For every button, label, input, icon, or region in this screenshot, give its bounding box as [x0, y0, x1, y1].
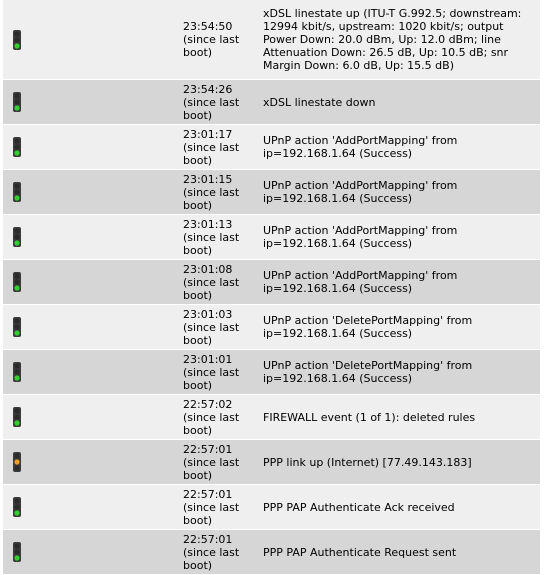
table-row [3, 305, 540, 350]
traffic-light-amber-icon [10, 451, 24, 473]
since-label: (since last boot) [183, 140, 240, 167]
time-cell [183, 443, 263, 482]
status-cell [3, 451, 183, 473]
since-label: (since last boot) [183, 95, 240, 122]
message-cell: PPP PAP Authenticate Ack received [263, 500, 455, 514]
since-label: (since last boot) [183, 365, 240, 392]
message-cell: UPnP action 'AddPortMapping' from ip=192.168.1.64 (Success) [263, 224, 458, 250]
traffic-light-green-icon [10, 91, 24, 113]
traffic-light-green-icon [10, 541, 24, 563]
timestamp: 23:01:13 [183, 217, 233, 231]
since-label: (since last boot) [183, 185, 240, 212]
timestamp: 23:01:17 [183, 127, 233, 141]
since-label: (since last boot) [183, 230, 240, 257]
message-cell: UPnP action 'DeletePortMapping' from ip=192.168.1.64 (Success) [263, 314, 473, 340]
timestamp: 22:57:01 [183, 532, 233, 546]
time-cell [183, 308, 263, 347]
event-log-table [3, 0, 540, 575]
since-label: (since last boot) [183, 410, 240, 437]
timestamp: 23:01:08 [183, 262, 233, 276]
timestamp: 22:57:01 [183, 487, 233, 501]
table-row [3, 215, 540, 260]
traffic-light-green-icon [10, 136, 24, 158]
timestamp: 23:01:03 [183, 307, 233, 321]
time-cell [183, 263, 263, 302]
time-cell [183, 20, 263, 59]
table-row [3, 0, 540, 80]
status-cell [3, 29, 183, 51]
status-cell [3, 181, 183, 203]
since-label: (since last boot) [183, 275, 240, 302]
timestamp: 23:01:15 [183, 172, 233, 186]
timestamp: 23:01:01 [183, 352, 233, 366]
time-cell [183, 488, 263, 527]
table-row [3, 530, 540, 575]
time-cell [183, 128, 263, 167]
traffic-light-green-icon [10, 226, 24, 248]
since-label: (since last boot) [183, 455, 240, 482]
time-cell [183, 398, 263, 437]
message-cell: PPP PAP Authenticate Request sent [263, 545, 457, 559]
time-cell [183, 83, 263, 122]
message-cell: xDSL linestate down [263, 95, 376, 109]
time-cell [183, 218, 263, 257]
traffic-light-green-icon [10, 181, 24, 203]
message-cell: PPP link up (Internet) [77.49.143.183] [263, 455, 472, 469]
table-row [3, 125, 540, 170]
table-row [3, 395, 540, 440]
status-cell [3, 136, 183, 158]
time-cell [183, 173, 263, 212]
traffic-light-green-icon [10, 406, 24, 428]
since-label: (since last boot) [183, 500, 240, 527]
status-cell [3, 361, 183, 383]
timestamp: 22:57:02 [183, 397, 233, 411]
status-cell [3, 541, 183, 563]
timestamp: 22:57:01 [183, 442, 233, 456]
time-cell [183, 353, 263, 392]
since-label: (since last boot) [183, 33, 240, 59]
message-cell: UPnP action 'AddPortMapping' from ip=192.168.1.64 (Success) [263, 179, 458, 205]
traffic-light-green-icon [10, 316, 24, 338]
table-row [3, 260, 540, 305]
message-cell: FIREWALL event (1 of 1): deleted rules [263, 410, 476, 424]
traffic-light-green-icon [10, 361, 24, 383]
status-cell [3, 271, 183, 293]
traffic-light-green-icon [10, 271, 24, 293]
timestamp: 23:54:50 [183, 20, 233, 33]
table-row [3, 80, 540, 125]
message-cell: UPnP action 'AddPortMapping' from ip=192.168.1.64 (Success) [263, 134, 458, 160]
message-cell: xDSL linestate up (ITU-T G.992.5; downstream: 12994 kbit/s, upstream: 1020 kbit/s; output Power Down: 20.0 dBm, Up: 12.0 dBm; line Attenuation Down: 26.5 dB, Up: 10.5 dB; snr Margin Down: 6.0 dB, Up: 15.5 dB) [263, 7, 522, 72]
traffic-light-green-icon [10, 496, 24, 518]
status-cell [3, 226, 183, 248]
status-cell [3, 496, 183, 518]
status-cell [3, 406, 183, 428]
message-cell: UPnP action 'AddPortMapping' from ip=192.168.1.64 (Success) [263, 269, 458, 295]
table-row [3, 350, 540, 395]
since-label: (since last boot) [183, 545, 240, 572]
timestamp: 23:54:26 [183, 82, 233, 96]
table-row [3, 440, 540, 485]
status-cell [3, 316, 183, 338]
message-cell: UPnP action 'DeletePortMapping' from ip=192.168.1.64 (Success) [263, 359, 473, 385]
traffic-light-green-icon [10, 29, 24, 51]
table-row [3, 170, 540, 215]
status-cell [3, 91, 183, 113]
table-row [3, 485, 540, 530]
since-label: (since last boot) [183, 320, 240, 347]
